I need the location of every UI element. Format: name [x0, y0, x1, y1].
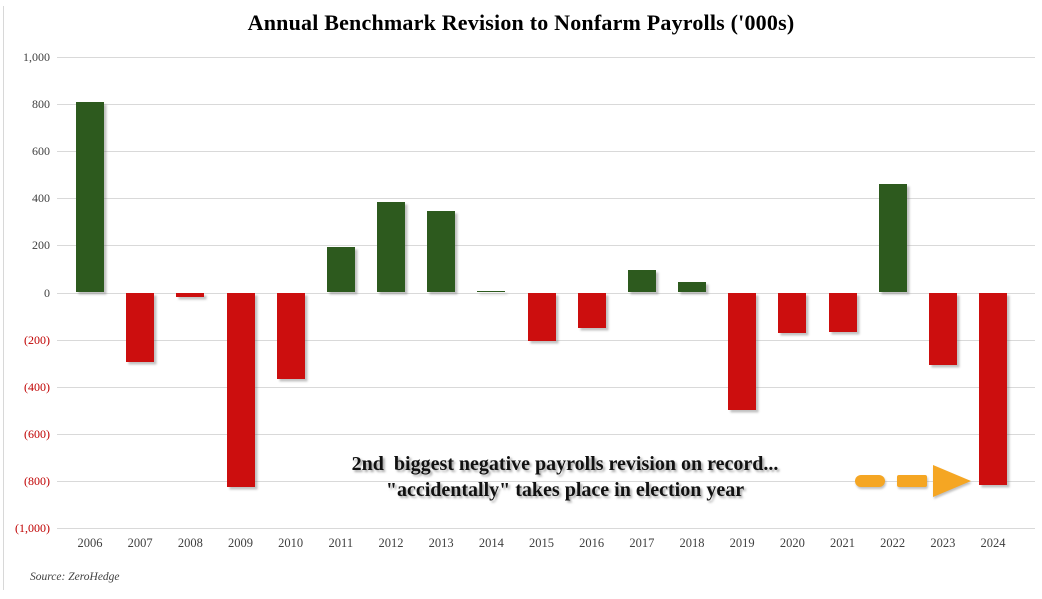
- bar-2022: [879, 184, 907, 293]
- y-axis-tick-label: (400): [24, 379, 50, 394]
- y-axis-tick-label: (600): [24, 426, 50, 441]
- y-axis-tick-label: 200: [32, 238, 50, 253]
- x-axis-label-2008: 2008: [177, 536, 203, 550]
- x-axis-label-2011: 2011: [328, 536, 354, 550]
- gridline-1000: [57, 57, 1035, 58]
- bar-2018: [678, 282, 706, 292]
- y-axis-tick-label: 0: [44, 285, 50, 300]
- bar-2021: [829, 293, 857, 332]
- gridline--400: [57, 387, 1035, 388]
- gridline--1000: [57, 528, 1035, 529]
- dashed-arrow-icon: [853, 465, 973, 497]
- y-axis-tick-label: (1,000): [15, 521, 50, 535]
- x-axis-label-2009: 2009: [228, 536, 253, 550]
- y-axis-tick-label: (800): [24, 473, 50, 488]
- y-axis-tick-label: (200): [24, 332, 50, 347]
- x-axis-label-2016: 2016: [579, 536, 605, 550]
- x-axis-label-2012: 2012: [378, 536, 404, 550]
- bar-2010: [277, 293, 305, 379]
- bar-2012: [377, 202, 405, 293]
- bar-2009: [227, 293, 255, 487]
- bar-2017: [628, 270, 656, 292]
- bar-2015: [528, 293, 556, 342]
- chart-title: Annual Benchmark Revision to Nonfarm Payrolls ('000s): [247, 10, 795, 35]
- x-axis-label-2013: 2013: [428, 536, 454, 550]
- y-axis-tick-label: 400: [32, 191, 50, 206]
- y-axis-tick-label: 800: [32, 97, 50, 112]
- bar-2014: [477, 291, 505, 293]
- annotation-line-2: "accidentally" takes place in election year: [385, 479, 745, 501]
- x-axis-label-2015: 2015: [529, 536, 554, 550]
- bar-2006: [76, 102, 104, 293]
- x-axis-label-2014: 2014: [478, 536, 504, 550]
- source-note: Source: ZeroHedge: [30, 571, 120, 583]
- bar-2024: [979, 293, 1007, 486]
- x-axis-label-2010: 2010: [278, 536, 304, 550]
- bar-2011: [327, 247, 355, 292]
- y-axis-tick-label: 1,000: [23, 50, 50, 64]
- bar-2013: [427, 211, 455, 293]
- x-axis-label-2024: 2024: [980, 536, 1006, 550]
- bar-2007: [126, 293, 154, 363]
- bar-2016: [578, 293, 606, 328]
- gridline-600: [57, 151, 1035, 152]
- gridline-800: [57, 104, 1035, 105]
- x-axis-label-2023: 2023: [930, 536, 956, 550]
- x-axis-label-2021: 2021: [830, 536, 855, 550]
- bar-2019: [728, 293, 756, 411]
- annotation-line-1: 2nd biggest negative payrolls revision on record...: [351, 453, 779, 475]
- x-axis-label-2006: 2006: [77, 536, 103, 550]
- bar-2020: [778, 293, 806, 334]
- x-axis-label-2018: 2018: [679, 536, 705, 550]
- x-axis-label-2019: 2019: [729, 536, 755, 550]
- x-axis-label-2020: 2020: [779, 536, 805, 550]
- x-axis-label-2022: 2022: [880, 536, 906, 550]
- y-axis-tick-label: 600: [32, 144, 50, 159]
- annotation-callout: [255, 451, 875, 503]
- x-axis-label-2007: 2007: [127, 536, 153, 550]
- bar-2008: [176, 293, 204, 298]
- x-axis-label-2017: 2017: [629, 536, 655, 550]
- gridline--600: [57, 434, 1035, 435]
- bar-2023: [929, 293, 957, 365]
